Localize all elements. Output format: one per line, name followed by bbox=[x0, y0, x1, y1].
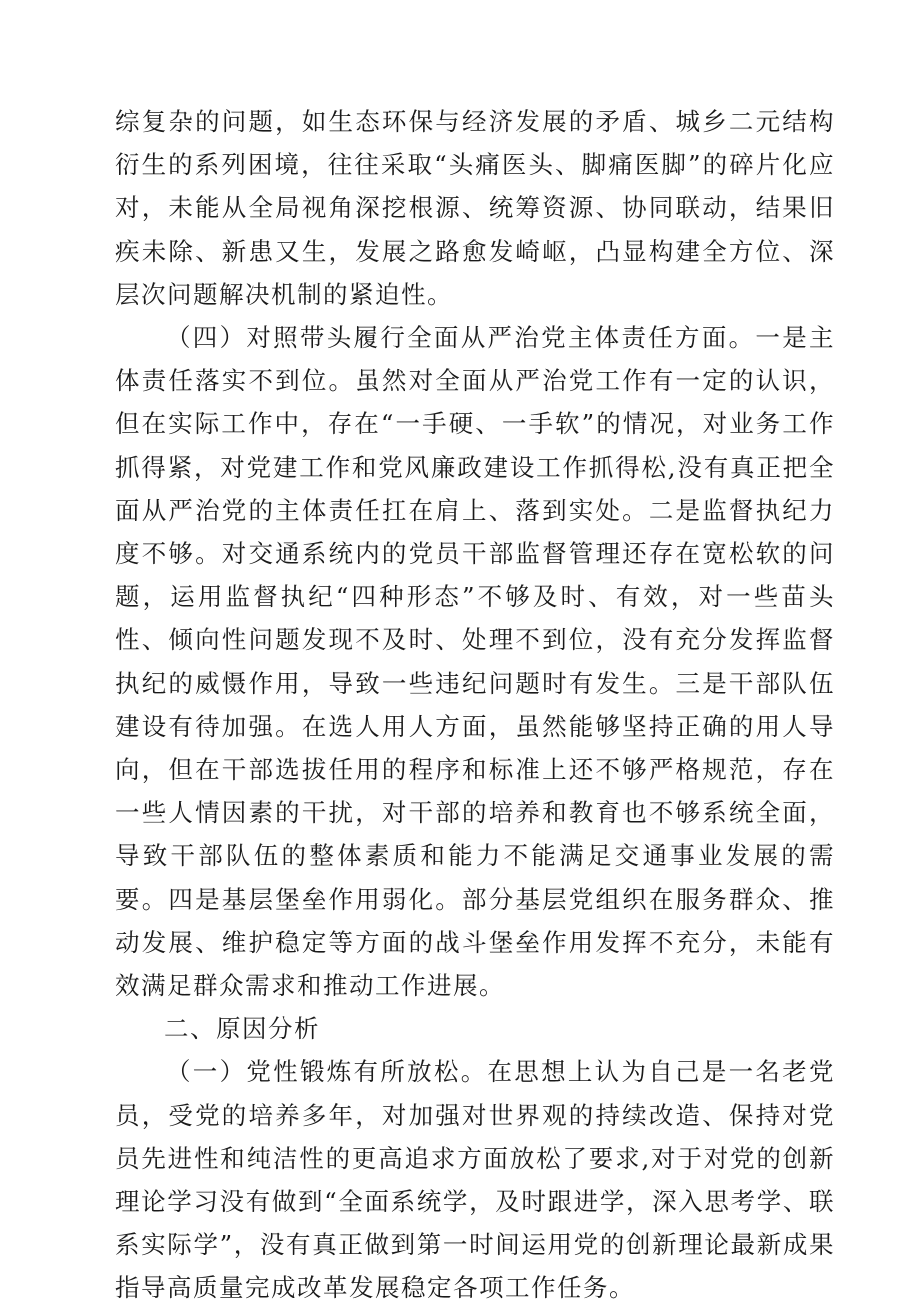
section-heading-cause-analysis: 二、原因分析 bbox=[164, 1014, 320, 1044]
document-body bbox=[115, 100, 835, 1310]
paragraph-cause-1: （一）党性锻炼有所放松。在思想上认为自己是一名老党员，受党的培养多年，对加强对世界观的持续改造、保持对党员先进性和纯洁性的更高追求方面放松了要求,对于对党的创新理论学习没有做到“全面系统学，及时跟进学，深入思考学、联系实际学”，没有真正做到第一时间运用党的创新理论最新成果指导高质量完成改革发展稳定各项工作任务。 bbox=[115, 1057, 835, 1303]
paragraph-section-4: （四）对照带头履行全面从严治党主体责任方面。一是主体责任落实不到位。虽然对全面从严治党工作有一定的认识，但在实际工作中，存在“一手硬、一手软”的情况，对业务工作抓得紧，对党建工作和党风廉政建设工作抓得松,没有真正把全面从严治党的主体责任扛在肩上、落到实处。二是监督执纪力度不够。对交通系统内的党员干部监督管理还存在宽松软的问题，运用监督执纪“四种形态”不够及时、有效，对一些苗头性、倾向性问题发现不及时、处理不到位，没有充分发挥监督执纪的威慑作用，导致一些违纪问题时有发生。三是干部队伍建设有待加强。在选人用人方面，虽然能够坚持正确的用人导向，但在干部选拔任用的程序和标准上还不够严格规范，存在一些人情因素的干扰，对干部的培养和教育也不够系统全面，导致干部队伍的整体素质和能力不能满足交通事业发展的需要。四是基层堡垒作用弱化。部分基层党组织在服务群众、推动发展、维护稳定等方面的战斗堡垒作用发挥不充分，未能有效满足群众需求和推动工作进展。 bbox=[115, 323, 835, 1001]
paragraph-continued: 综复杂的问题，如生态环保与经济发展的矛盾、城乡二元结构衍生的系列困境，往往采取“头痛医头、脚痛医脚”的碎片化应对，未能从全局视角深挖根源、统筹资源、协同联动，结果旧疾未除、新患又生，发展之路愈发崎岖，凸显构建全方位、深层次问题解决机制的紧迫性。 bbox=[115, 107, 835, 309]
